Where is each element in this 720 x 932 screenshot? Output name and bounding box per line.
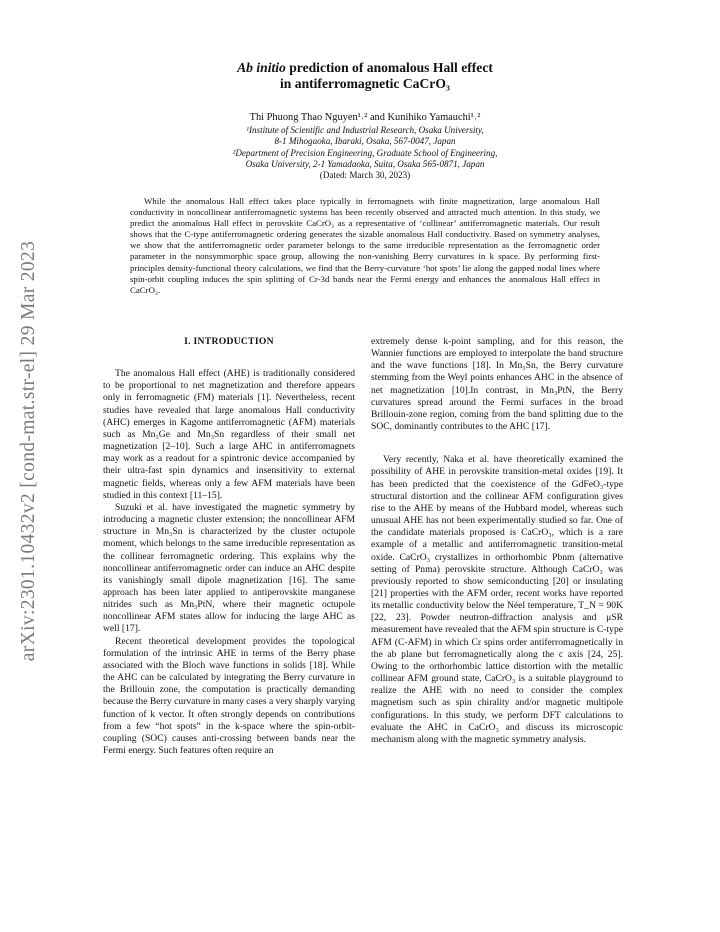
paragraph: Recent theoretical development provides the topological formulation of the intrinsic AHE in terms of the Berry phase associated with the Bloch wave functions in solids [18]. While the AHC can be calculated by integrating the Berry curvature in the Brillouin zone, the computation is practically demanding because the Berry curvature in many cases a very sharply varying function of k vector. It often strongly depends on contributions from a few “hot spots” in the k-space where the spin-orbit-coupling (SOC) causes anti-crossing between bands near the Fermi energy. Such features often require an [103,635,355,756]
arxiv-identifier[interactable]: arXiv:2301.10432v2 [cond-mat.str-el] 29 Mar 2023 [18,240,39,662]
section-heading-introduction: I. INTRODUCTION [184,336,274,347]
paragraph: extremely dense k-point sampling, and for this reason, the Wannier functions are employed to interpolate the band structure and the wave functions [18]. In Mn₃Sn, the Berry curvature stemming from the Weyl points enhances AHC in the absence of net magnetization [10].In contrast, in Mn₃PtN, the Berry curvatures spread around the Fermi surfaces in the broad Brillouin-zone region, coming from the band splitting due to the SOC, dominantly contributes to the AHC [17]. [371,336,623,433]
title-line2: in antiferromagnetic CaCrO₃ [280,76,450,91]
right-column [371,336,623,746]
affiliations [100,125,630,170]
abstract-text: While the anomalous Hall effect takes place typically in ferromagnets with finite magnetization, large anomalous Hall conductivity in noncollinear antiferromagnetic systems has been recently observed and attracted much attention. In this study, we predict the anomalous Hall effect in perovskite CaCrO₃ as a representative of ‘collinear’ antiferromagnetic materials. Our result shows that the C-type antiferromagnetic ordering generates the sizable anomalous Hall conductivity. Based on symmetry analyses, we show that the antiferromagnetic order parameter belongs to the same irreducible representation as the ferromagnetic order parameter in the nonsymmorphic space group, allowing the non-vanishing Berry curvatures in k space. By performing first-principles density-functional theory calculations, we find that the Berry-curvature ‘hot spots’ lie along the gapped nodal lines where spin-orbit coupling induces the spin splitting of Cr-3d bands near the Fermi energy and enhances the anomalous Hall effect in CaCrO₃. [130,196,600,295]
affiliation-line: Osaka University, 2-1 Yamadaoka, Suita, Osaka 565-0871, Japan [245,158,485,169]
paragraph: Suzuki et al. have investigated the magnetic symmetry by introducing a magnetic cluster extension; the noncollinear AFM structure in Mn₃Sn is characterized by the cluster octupole moment, which belongs to the same irreducible representation as the collinear ferromagnetic ordering. This explains why the noncollinear antiferromagnetic order can induce an AHC despite its vanishingly small dipole magnetization [16]. The same approach has been later applied to antiperovskite manganese nitrides such as Mn₃PtN, where their magnetic octupole noncollinear AFM states allow for inducing the large AHC as well [17]. [103,501,355,635]
left-column [103,336,355,757]
affiliation-line: ¹Institute of Scientific and Industrial Research, Osaka University, [246,125,484,135]
affiliation-line: 8-1 Mihogaoka, Ibaraki, Osaka, 567-0047, Japan [274,136,456,147]
affiliation-line: ²Department of Precision Engineering, Graduate School of Engineering, [232,147,498,158]
arxiv-sidebar-stamp [12,205,46,697]
title-italic-part: Ab initio [237,60,286,75]
dated-line: (Dated: March 30, 2023) [319,170,411,181]
paragraph: The anomalous Hall effect (AHE) is traditionally considered to be proportional to net magnetization and therefore appears only in ferromagnetic (FM) materials [1]. Nevertheless, recent studies have revealed that large anomalous Hall conductivity (AHC) emerges in Kagome antiferromagnetic (AFM) materials such as Mn₃Ge and Mn₃Sn regardless of their small net magnetization [2–10]. Such a large AHC in antiferromagnets may work as a readout for a spintronic device accompanied by their ultra-fast spin dynamics and insensitivity to external magnetic fields, whereas only a few AFM materials have been studied in this context [11–15]. [103,368,355,501]
title-line1-rest: prediction of anomalous Hall effect [285,60,493,75]
abstract [130,196,600,296]
paper-title [100,60,630,92]
author-list: Thi Phuong Thao Nguyen¹˒² and Kunihiko Yamauchi¹˒² [249,112,481,123]
paragraph: Very recently, Naka et al. have theoretically examined the possibility of AHE in perovskite transition-metal oxides [19]. It has been predicted that the coexistence of the GdFeO₃-type structural distortion and the collinear AFM configuration gives rise to the AHE by means of the Hubbard model, whereas such unusual AHE has not been experimentally studied so far. One of the candidate materials proposed is CaCrO₃, which is a rare example of a metallic and antiferromagnetic transition-metal oxide. CaCrO₃ crystallizes in orthorhombic Pbnm (alternative setting of Pnma) perovskite structure. Although CaCrO₃ was previously reported to show semiconducting [20] or insulating [21] properties with the AFM order, recent works have reported its metallic conductivity below the Néel temperature, T_N = 90K [22, 23]. Powder neutron-diffraction analysis and μSR measurement have revealed that the AFM spin structure is C-type AFM (C-AFM) in which Cr spins order antiferromagnetically in the ab plane but ferromagnetically along the c axis [24, 25]. Owing to the orthorhombic lattice distortion with the metallic collinear AFM ground state, CaCrO₃ is a suitable playground to realize the AHE with no need to consider the complex magnetism such as spin chirality and/or magnetic multipole configurations. In this study, we perform DFT calculations to evaluate the AHC in CaCrO₃ and discuss its microscopic mechanism along with the magnetic symmetry analysis. [371,454,623,745]
paper-header [100,60,630,181]
